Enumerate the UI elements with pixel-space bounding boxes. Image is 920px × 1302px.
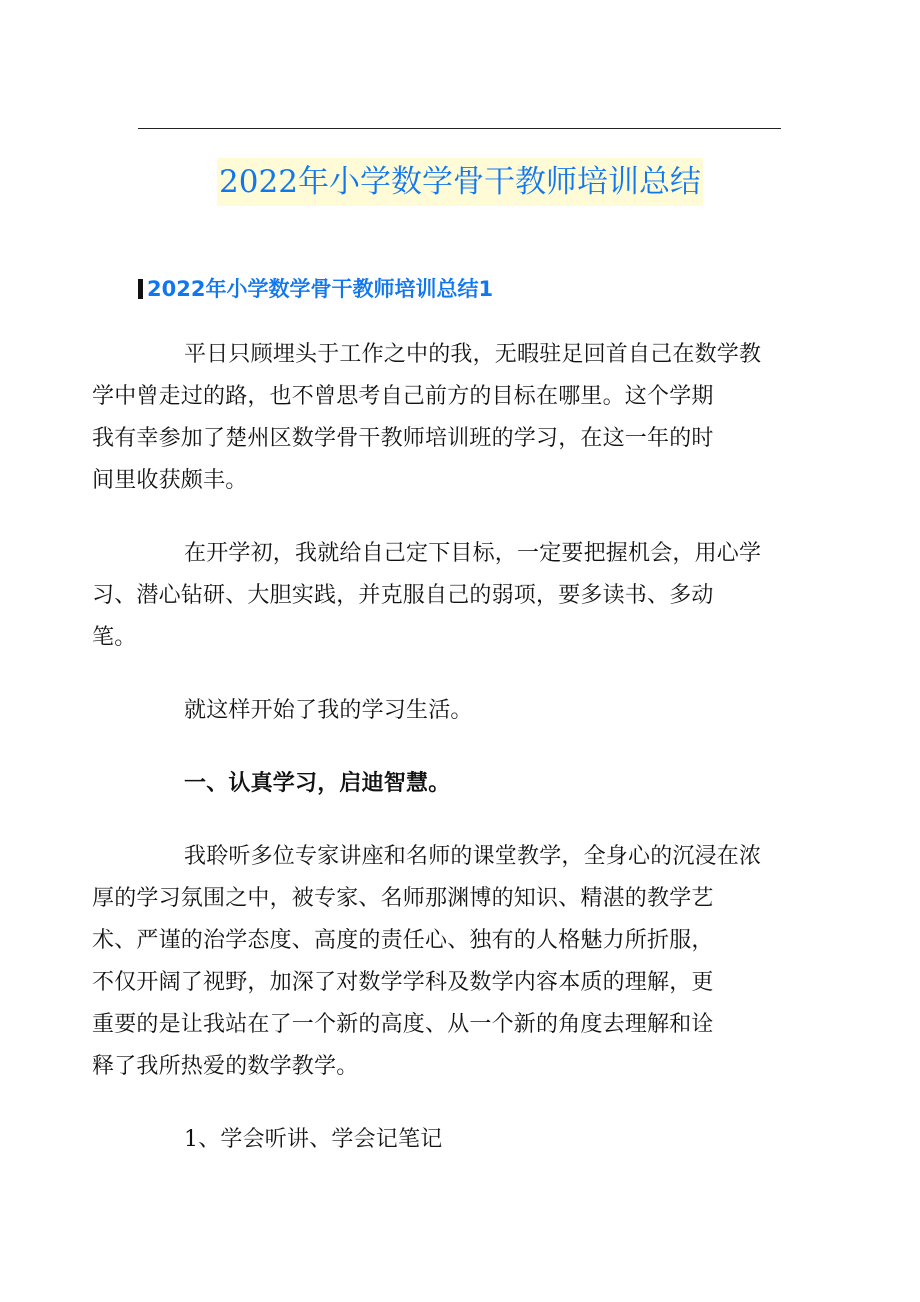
paragraph-line: 厚的学习氛围之中，被专家、名师那渊博的知识、精湛的教学艺 <box>92 886 714 911</box>
paragraph-line: 我有幸参加了楚州区数学骨干教师培训班的学习，在这一年的时 <box>92 426 714 451</box>
document-title-text: 2022年小学数学骨干教师培训总结 <box>217 158 703 206</box>
paragraph-line: 平日只顾埋头于工作之中的我，无暇驻足回首自己在数学教 <box>184 342 762 367</box>
top-rule <box>138 128 781 129</box>
paragraph-line: 重要的是让我站在了一个新的高度、从一个新的角度去理解和诠 <box>92 1012 714 1037</box>
paragraph-intro <box>92 334 784 502</box>
document-body <box>92 334 784 1192</box>
paragraph-line: 术、严谨的治学态度、高度的责任心、独有的人格魅力所折服， <box>92 928 714 953</box>
document-title <box>0 158 920 206</box>
paragraph-line: 在开学初，我就给自己定下目标，一定要把握机会，用心学 <box>184 541 762 566</box>
paragraph-line: 笔。 <box>92 625 137 650</box>
list-item-line: 1、学会听讲、学会记笔记 <box>184 1127 443 1152</box>
paragraph-line: 我聆听多位专家讲座和名师的课堂教学，全身心的沉浸在浓 <box>184 844 762 869</box>
subheading-study <box>138 763 784 805</box>
paragraph-lectures <box>92 836 784 1088</box>
paragraph-line: 释了我所热爱的数学教学。 <box>92 1054 359 1079</box>
paragraph-line: 就这样开始了我的学习生活。 <box>184 698 473 723</box>
section-heading-text: 2022年小学数学骨干教师培训总结1 <box>147 277 494 301</box>
section-heading <box>138 272 493 306</box>
paragraph-goals <box>92 533 784 659</box>
paragraph-start <box>138 690 784 732</box>
subheading-line: 一、认真学习，启迪智慧。 <box>184 771 451 796</box>
paragraph-line: 习、潜心钻研、大胆实践，并克服自己的弱项，要多读书、多动 <box>92 583 714 608</box>
paragraph-line: 不仅开阔了视野，加深了对数学学科及数学内容本质的理解，更 <box>92 970 714 995</box>
heading-bar-marker <box>138 279 143 299</box>
paragraph-line: 学中曾走过的路，也不曾思考自己前方的目标在哪里。这个学期 <box>92 384 714 409</box>
paragraph-line: 间里收获颇丰。 <box>92 468 248 493</box>
list-item-listening <box>138 1119 784 1161</box>
